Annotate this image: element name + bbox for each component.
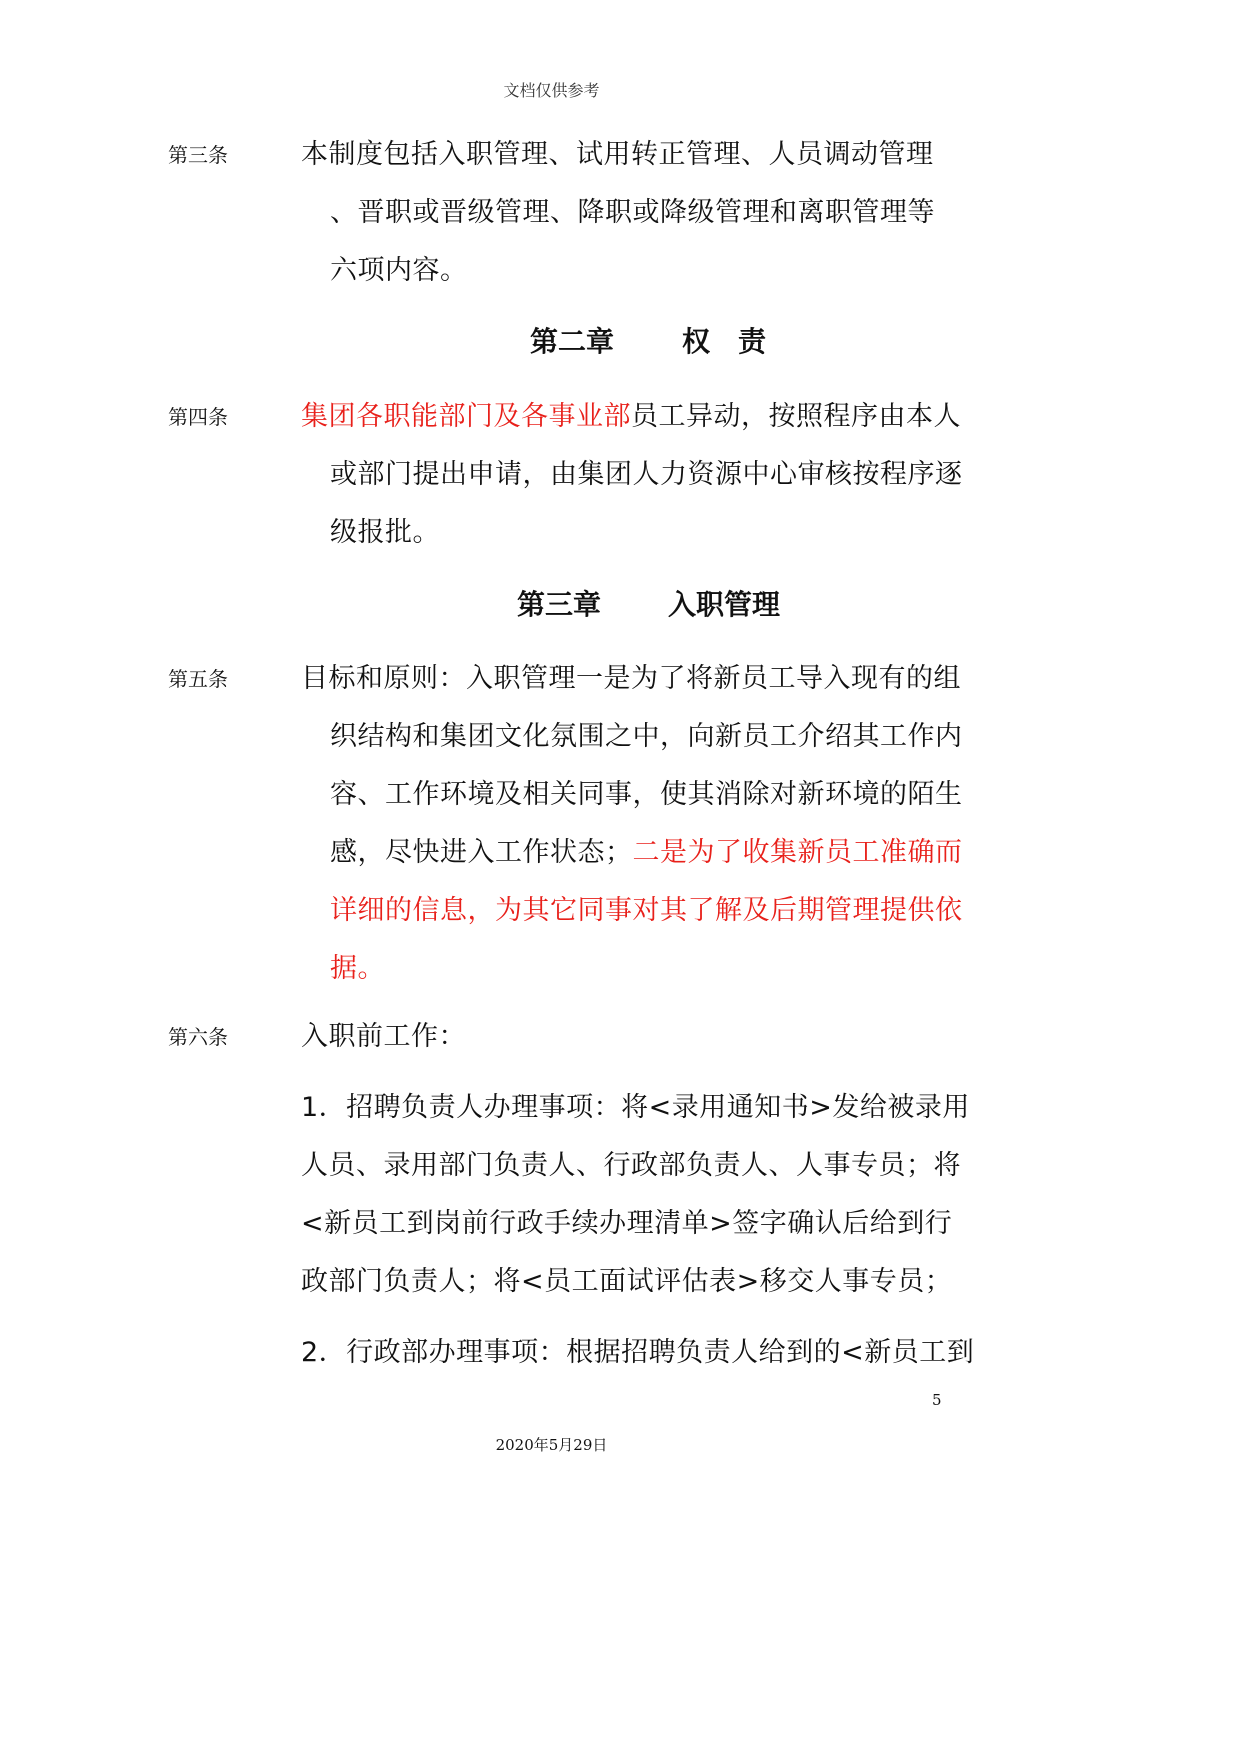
article-4-line-1 — [301, 394, 961, 433]
article-5-line-4-red-text: 二是为了收集新员工准确而 — [632, 837, 963, 868]
article-3-line-1: 本制度包括入职管理、试用转正管理、人员调动管理 — [301, 139, 934, 170]
article-4-red-text: 集团各职能部门及各事业部 — [301, 401, 631, 432]
article-6-label: 第六条 — [168, 1025, 228, 1049]
article-5-line-1: 目标和原则：入职管理一是为了将新员工导入现有的组 — [301, 663, 961, 694]
page-number: 5 — [932, 1391, 942, 1409]
article-4-line-2: 或部门提出申请，由集团人力资源中心审核按程序逐 — [330, 459, 963, 490]
chapter-3-number: 第三章 — [517, 588, 602, 621]
chapter-2-title: 权 责 — [682, 325, 767, 358]
article-3-label: 第三条 — [168, 143, 228, 167]
article-5-line-2: 织结构和集团文化氛围之中，向新员工介绍其工作内 — [330, 721, 963, 752]
article-6-item-1-line-2: 人员、录用部门负责人、行政部负责人、人事专员；将 — [301, 1150, 961, 1181]
page-header: 文档仅供参考 — [503, 81, 600, 100]
article-4-text: 员工异动，按照程序由本人 — [631, 401, 961, 432]
article-6-item-1-line-4: 政部门负责人；将<员工面试评估表>移交人事专员； — [301, 1266, 953, 1297]
article-4-line-3: 级报批。 — [330, 517, 440, 548]
article-5-label: 第五条 — [168, 667, 228, 691]
article-4-label: 第四条 — [168, 405, 228, 429]
article-6-item-1-line-3: <新员工到岗前行政手续办理清单>签字确认后给到行 — [301, 1208, 953, 1239]
article-5-line-5: 详细的信息，为其它同事对其了解及后期管理提供依 — [330, 895, 963, 926]
article-3-line-3: 六项内容。 — [330, 255, 468, 286]
article-6-item-2-line-1: 2．行政部办理事项：根据招聘负责人给到的<新员工到 — [301, 1337, 975, 1368]
article-5-line-4 — [330, 830, 963, 869]
article-6-intro: 入职前工作： — [301, 1021, 466, 1052]
footer-date: 2020年5月29日 — [495, 1436, 608, 1454]
chapter-3-title: 入职管理 — [668, 588, 781, 621]
article-5-line-3: 容、工作环境及相关同事，使其消除对新环境的陌生 — [330, 779, 963, 810]
article-6-item-1-line-1: 1．招聘负责人办理事项：将<录用通知书>发给被录用 — [301, 1092, 970, 1123]
article-5-line-4-text: 感，尽快进入工作状态； — [330, 837, 633, 868]
article-3-line-2: 、晋职或晋级管理、降职或降级管理和离职管理等 — [330, 197, 935, 228]
chapter-2-number: 第二章 — [530, 325, 615, 358]
article-5-line-6: 据。 — [330, 953, 385, 984]
